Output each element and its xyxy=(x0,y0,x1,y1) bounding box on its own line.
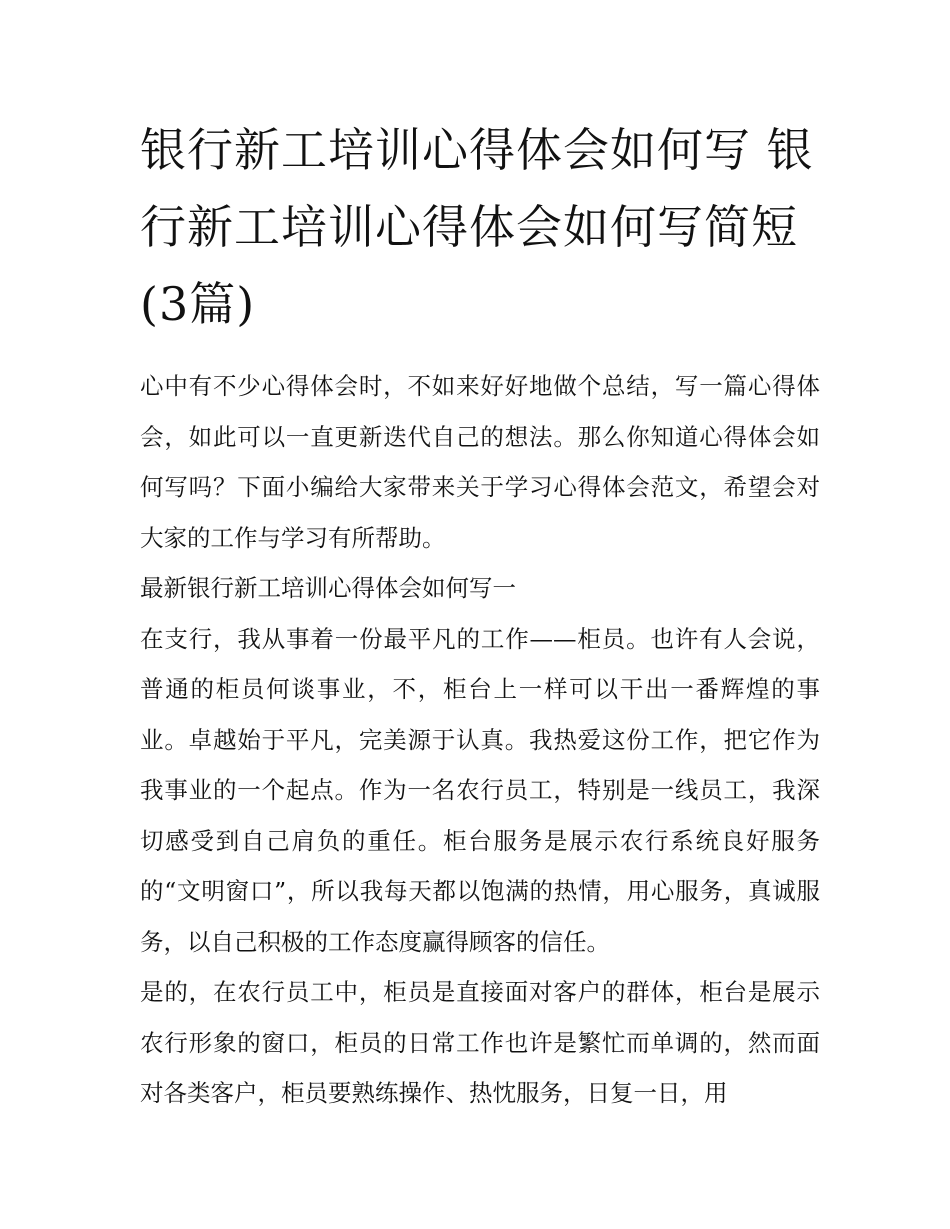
document-page xyxy=(140,112,820,1119)
section-heading: 最新银行新工培训心得体会如何写一 xyxy=(140,574,516,602)
intro-paragraph: 心中有不少心得体会时，不如来好好地做个总结，写一篇心得体会，如此可以一直更新迭代自己的想法。那么你知道心得体会如何写吗？下面小编给大家带来关于学习心得体会范文，希望会对大家的工作与学习有所帮助。 xyxy=(140,372,820,552)
body-paragraph-1: 在支行，我从事着一份最平凡的工作——柜员。也许有人会说，普通的柜员何谈事业，不，柜台上一样可以干出一番辉煌的事业。卓越始于平凡，完美源于认真。我热爱这份工作，把它作为我事业的一个起点。作为一名农行员工，特别是一线员工，我深切感受到自己肩负的重任。柜台服务是展示农行系统良好服务的“文明窗口”，所以我每天都以饱满的热情，用心服务，真诚服务，以自己积极的工作态度赢得顾客的信任。 xyxy=(140,624,820,956)
body-paragraph-2: 是的，在农行员工中，柜员是直接面对客户的群体，柜台是展示农行形象的窗口，柜员的日常工作也许是繁忙而单调的，然而面对各类客户，柜员要熟练操作、热忱服务，日复一日，用 xyxy=(140,978,820,1107)
document-title: 银行新工培训心得体会如何写 银行新工培训心得体会如何写简短(3篇) xyxy=(140,123,814,331)
